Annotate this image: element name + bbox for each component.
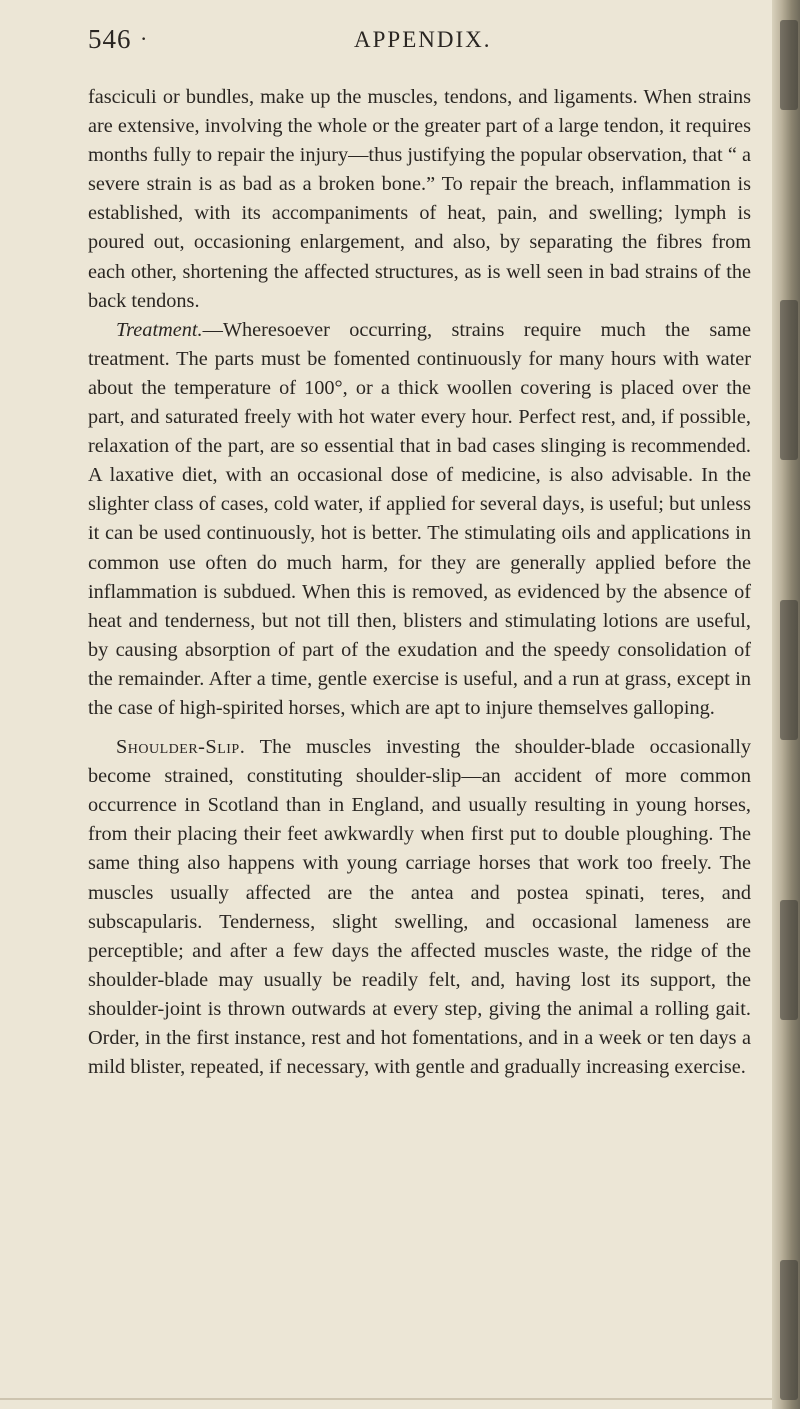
shoulder-slip-text: The muscles investing the shoulder-blade occasionally become strained, constituting shoulder-slip—an accident of more common occurrence in Scotland than in England, and usually resulting in young horses, from their placing their feet awkwardly when first put to double ploughing. The same thing also happens with young carriage horses that work too freely. The muscles usually affected are the antea and postea spinati, teres, and subscapularis. Tenderness, slight swelling, and occasional lameness are perceptible; and after a few days the affected muscles waste, the ridge of the shoulder-blade may usually be readily felt, and, having lost its support, the shoulder-joint is thrown outwards at every step, giving the animal a rolling gait. Order, in the first instance, rest and hot fomentations, and in a week or ten days a mild blister, repeated, if necessary, with gentle and gradually increasing exercise. [88, 736, 751, 1079]
shoulder-slip-heading: Shoulder-Slip. [116, 736, 246, 759]
treatment-heading: Treatment. [116, 318, 203, 341]
page-header [88, 16, 748, 60]
edge-mark [780, 900, 798, 1020]
paragraph-shoulder-slip [88, 733, 751, 1082]
bottom-rule [0, 1398, 772, 1400]
body-text [88, 83, 751, 1082]
edge-mark [780, 300, 798, 460]
running-title: APPENDIX. [354, 27, 492, 52]
header-separator: · [140, 26, 148, 51]
paragraph-strains: fasciculi or bundles, make up the muscles, tendons, and ligaments. When strains are extensive, involving the whole or the greater part of a large tendon, it requires months fully to repair the injury—thus justifying the popular observation, that “ a severe strain is as bad as a broken bone.” To repair the breach, inflammation is established, with its accompaniments of heat, pain, and swelling; lymph is poured out, occasioning enlargement, and also, by separating the fibres from each other, shortening the affected structures, as is well seen in bad strains of the back tendons. [88, 86, 751, 312]
treatment-text: —Wheresoever occurring, strains require much the same treatment. The parts must be fomented continuously for many hours with water about the temperature of 100°, or a thick woollen covering is placed over the part, and saturated freely with hot water every hour. Perfect rest, and, if possible, relaxation of the part, are so essential that in bad cases slinging is recommended. A laxative diet, with an occasional dose of medicine, is also advisable. In the slighter class of cases, cold water, if applied for several days, is useful; but unless it can be used continuously, hot is better. The stimulating oils and applications in common use often do much harm, for they are generally applied before the inflammation is subdued. When this is removed, as evidenced by the absence of heat and tenderness, but not till then, blisters and stimulating lotions are useful, by causing absorption of part of the exudation and the speedy consolidation of the remainder. After a time, gentle exercise is useful, and a run at grass, except in the case of high-spirited horses, which are apt to injure themselves galloping. [88, 318, 751, 719]
page-number: 546 [88, 24, 132, 54]
edge-mark [780, 1260, 798, 1400]
book-edge-shadow [772, 0, 800, 1409]
edge-mark [780, 20, 798, 110]
edge-mark [780, 600, 798, 740]
paragraph-treatment [88, 316, 751, 723]
